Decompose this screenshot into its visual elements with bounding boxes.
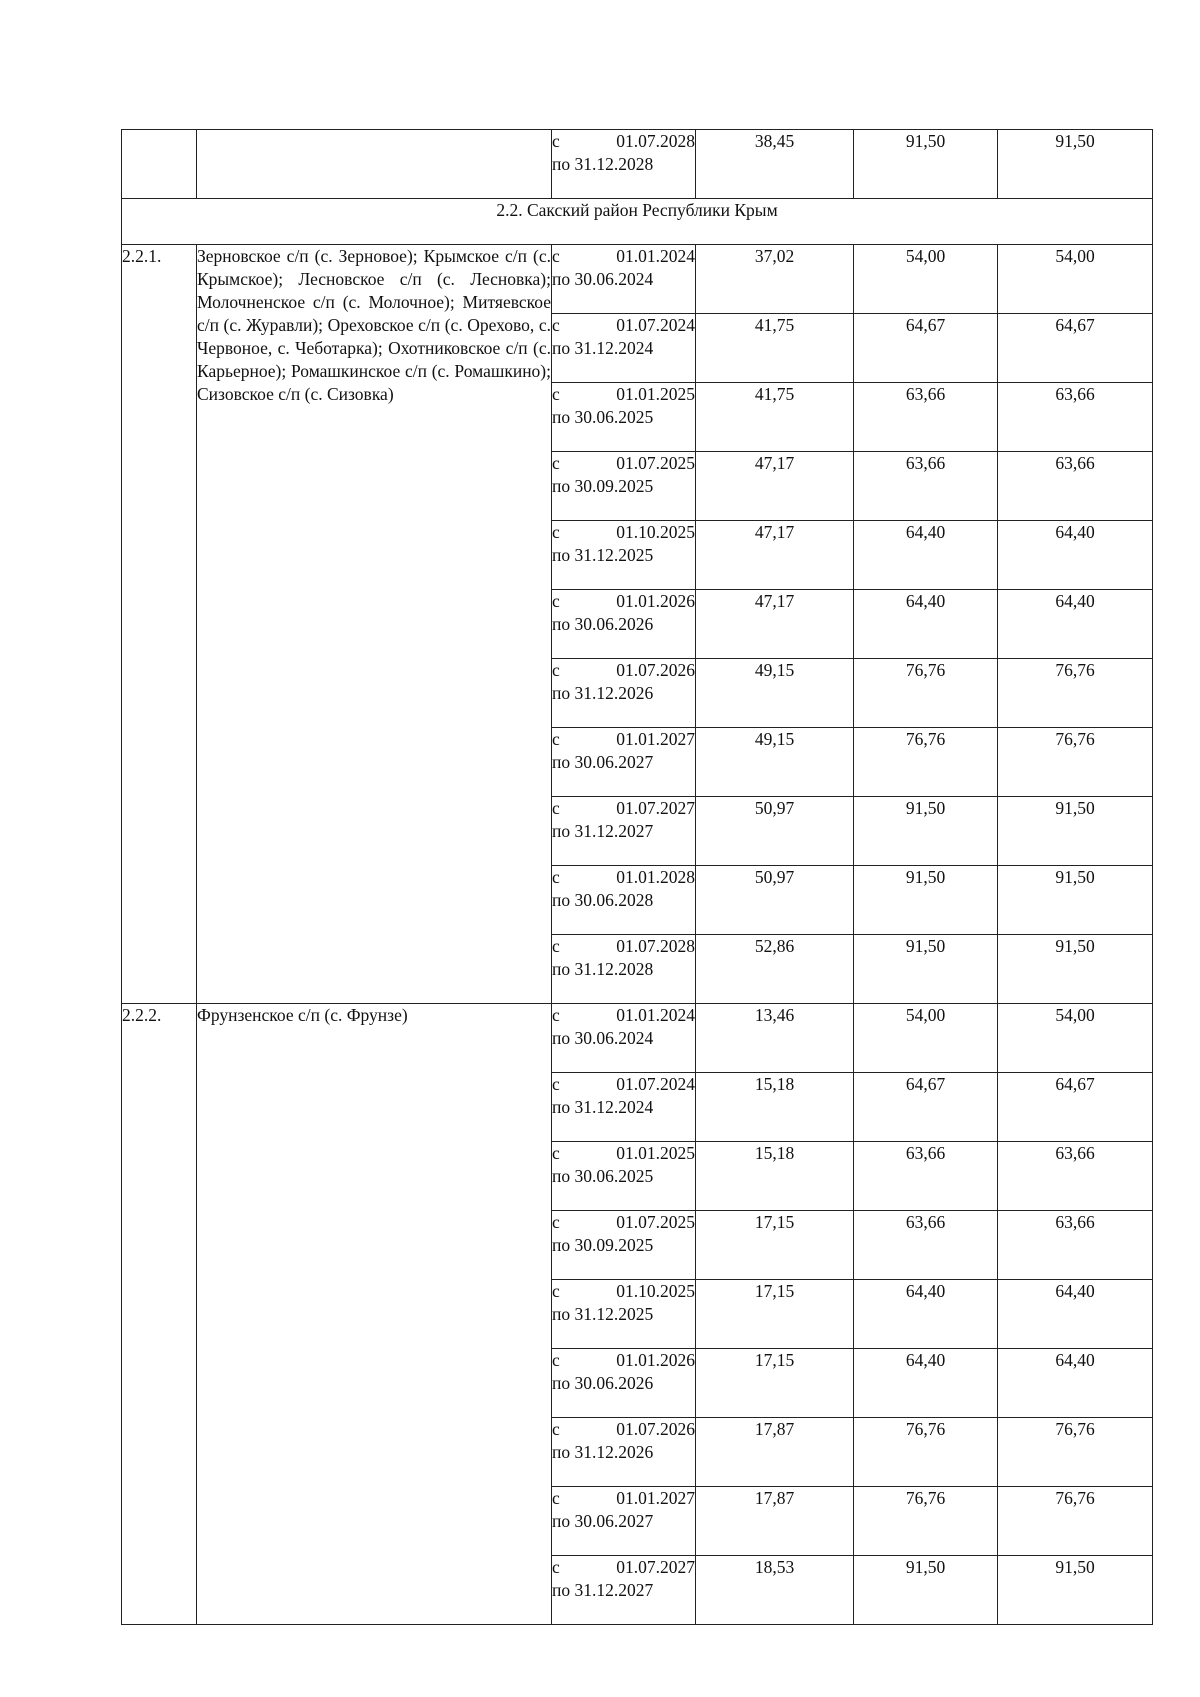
value-cell: 38,45 <box>696 130 854 199</box>
period-to: по 30.06.2027 <box>552 1511 654 1531</box>
period-from-prefix: с <box>552 660 560 680</box>
value-cell: 91,50 <box>998 935 1153 1004</box>
period-to: по 30.06.2025 <box>552 407 654 427</box>
value-cell: 41,75 <box>696 383 854 452</box>
period-to: по 30.06.2028 <box>552 890 654 910</box>
value-cell: 64,40 <box>998 590 1153 659</box>
period-cell <box>552 1418 696 1487</box>
value-cell: 37,02 <box>696 245 854 314</box>
period-cell <box>552 521 696 590</box>
value-cell: 91,50 <box>998 1556 1153 1625</box>
period-from <box>552 797 695 820</box>
period-from <box>552 935 695 958</box>
period-cell <box>552 1349 696 1418</box>
period-from-date: 01.10.2025 <box>616 522 695 542</box>
period-to: по 30.06.2024 <box>552 1028 654 1048</box>
period-cell <box>552 1211 696 1280</box>
value-cell: 64,67 <box>998 1073 1153 1142</box>
value-cell: 76,76 <box>854 1418 998 1487</box>
value-cell: 91,50 <box>854 797 998 866</box>
value-cell: 49,15 <box>696 659 854 728</box>
period-from-prefix: с <box>552 1143 560 1163</box>
period-from <box>552 1142 695 1165</box>
period-from <box>552 866 695 889</box>
value-cell: 17,15 <box>696 1280 854 1349</box>
value-cell: 64,67 <box>854 1073 998 1142</box>
period-from <box>552 1487 695 1510</box>
period-to: по 31.12.2028 <box>552 154 654 174</box>
value-cell: 64,67 <box>998 314 1153 383</box>
value-cell: 49,15 <box>696 728 854 797</box>
period-to: по 30.06.2026 <box>552 614 654 634</box>
period-cell <box>552 452 696 521</box>
period-from-prefix: с <box>552 384 560 404</box>
period-from <box>552 1073 695 1096</box>
period-from-date: 01.01.2024 <box>616 1005 695 1025</box>
period-from-date: 01.07.2027 <box>616 798 695 818</box>
period-from <box>552 1418 695 1441</box>
value-cell: 91,50 <box>998 797 1153 866</box>
value-cell: 76,76 <box>854 1487 998 1556</box>
period-from <box>552 1004 695 1027</box>
period-to: по 31.12.2026 <box>552 1442 654 1462</box>
period-from-date: 01.01.2025 <box>616 384 695 404</box>
period-to: по 30.06.2027 <box>552 752 654 772</box>
period-from <box>552 452 695 475</box>
period-from-date: 01.01.2026 <box>616 591 695 611</box>
row-number-cell: 2.2.1. <box>122 245 197 1004</box>
value-cell: 76,76 <box>998 659 1153 728</box>
row-number-cell: 2.2.2. <box>122 1004 197 1625</box>
period-to: по 31.12.2027 <box>552 821 654 841</box>
period-cell <box>552 1142 696 1211</box>
tariff-table-body <box>122 130 1153 1625</box>
period-from-prefix: с <box>552 246 560 266</box>
period-cell <box>552 935 696 1004</box>
period-from-prefix: с <box>552 729 560 749</box>
period-from-prefix: с <box>552 131 560 151</box>
period-to: по 30.06.2026 <box>552 1373 654 1393</box>
value-cell: 91,50 <box>854 935 998 1004</box>
period-cell <box>552 1073 696 1142</box>
period-from-date: 01.07.2027 <box>616 1557 695 1577</box>
period-from-prefix: с <box>552 1419 560 1439</box>
value-cell: 17,87 <box>696 1418 854 1487</box>
value-cell: 76,76 <box>854 728 998 797</box>
period-from <box>552 1349 695 1372</box>
period-cell <box>552 245 696 314</box>
period-from <box>552 1556 695 1579</box>
period-from-prefix: с <box>552 1557 560 1577</box>
value-cell: 63,66 <box>854 1211 998 1280</box>
period-from-date: 01.07.2026 <box>616 660 695 680</box>
value-cell: 54,00 <box>854 245 998 314</box>
period-to: по 31.12.2028 <box>552 959 654 979</box>
period-from-date: 01.07.2025 <box>616 1212 695 1232</box>
value-cell: 50,97 <box>696 797 854 866</box>
value-cell: 50,97 <box>696 866 854 935</box>
period-from-date: 01.07.2028 <box>616 936 695 956</box>
period-from <box>552 383 695 406</box>
value-cell: 17,15 <box>696 1211 854 1280</box>
value-cell: 63,66 <box>998 452 1153 521</box>
period-from-prefix: с <box>552 453 560 473</box>
value-cell: 17,15 <box>696 1349 854 1418</box>
period-from <box>552 1211 695 1234</box>
value-cell: 54,00 <box>998 1004 1153 1073</box>
section-title: 2.2. Сакский район Республики Крым <box>122 199 1153 245</box>
period-cell <box>552 728 696 797</box>
value-cell: 64,40 <box>998 521 1153 590</box>
period-cell <box>552 1556 696 1625</box>
period-from-prefix: с <box>552 1350 560 1370</box>
table-row <box>122 245 1153 314</box>
period-from-date: 01.01.2025 <box>616 1143 695 1163</box>
value-cell: 63,66 <box>998 1211 1153 1280</box>
value-cell: 76,76 <box>998 1487 1153 1556</box>
period-cell <box>552 1004 696 1073</box>
value-cell: 47,17 <box>696 521 854 590</box>
territory-cell: Фрунзенское с/п (с. Фрунзе) <box>197 1004 552 1625</box>
value-cell: 54,00 <box>854 1004 998 1073</box>
period-from <box>552 590 695 613</box>
value-cell: 13,46 <box>696 1004 854 1073</box>
period-from-date: 01.07.2024 <box>616 1074 695 1094</box>
period-from-prefix: с <box>552 798 560 818</box>
period-to: по 31.12.2026 <box>552 683 654 703</box>
period-cell <box>552 130 696 199</box>
value-cell: 47,17 <box>696 590 854 659</box>
period-to: по 30.09.2025 <box>552 476 654 496</box>
value-cell: 63,66 <box>998 1142 1153 1211</box>
period-cell <box>552 590 696 659</box>
value-cell: 91,50 <box>998 130 1153 199</box>
value-cell: 63,66 <box>854 383 998 452</box>
value-cell: 91,50 <box>854 866 998 935</box>
period-from-prefix: с <box>552 315 560 335</box>
period-cell <box>552 1487 696 1556</box>
value-cell: 17,87 <box>696 1487 854 1556</box>
value-cell: 64,40 <box>854 1349 998 1418</box>
period-from-date: 01.01.2027 <box>616 729 695 749</box>
period-from-date: 01.01.2026 <box>616 1350 695 1370</box>
value-cell: 18,53 <box>696 1556 854 1625</box>
period-from <box>552 521 695 544</box>
value-cell: 76,76 <box>998 1418 1153 1487</box>
period-from-prefix: с <box>552 1281 560 1301</box>
period-to: по 31.12.2024 <box>552 338 654 358</box>
value-cell: 15,18 <box>696 1073 854 1142</box>
period-from-date: 01.07.2024 <box>616 315 695 335</box>
value-cell: 63,66 <box>998 383 1153 452</box>
period-from-prefix: с <box>552 1005 560 1025</box>
period-cell <box>552 314 696 383</box>
period-cell <box>552 1280 696 1349</box>
value-cell: 41,75 <box>696 314 854 383</box>
period-cell <box>552 797 696 866</box>
period-from <box>552 245 695 268</box>
value-cell: 54,00 <box>998 245 1153 314</box>
period-to: по 30.09.2025 <box>552 1235 654 1255</box>
value-cell: 63,66 <box>854 452 998 521</box>
period-from-prefix: с <box>552 1074 560 1094</box>
period-to: по 31.12.2024 <box>552 1097 654 1117</box>
period-from-date: 01.01.2027 <box>616 1488 695 1508</box>
table-row <box>122 130 1153 199</box>
value-cell: 52,86 <box>696 935 854 1004</box>
value-cell: 64,40 <box>854 521 998 590</box>
period-from-prefix: с <box>552 1212 560 1232</box>
period-from-prefix: с <box>552 1488 560 1508</box>
period-from <box>552 1280 695 1303</box>
period-from-date: 01.07.2025 <box>616 453 695 473</box>
period-from <box>552 659 695 682</box>
period-from-date: 01.01.2028 <box>616 867 695 887</box>
section-row <box>122 199 1153 245</box>
value-cell: 76,76 <box>998 728 1153 797</box>
period-from-prefix: с <box>552 867 560 887</box>
period-to: по 30.06.2025 <box>552 1166 654 1186</box>
period-to: по 30.06.2024 <box>552 269 654 289</box>
period-cell <box>552 383 696 452</box>
period-from <box>552 728 695 751</box>
period-cell <box>552 659 696 728</box>
value-cell: 64,40 <box>854 590 998 659</box>
period-from-date: 01.07.2028 <box>616 131 695 151</box>
period-to: по 31.12.2025 <box>552 1304 654 1324</box>
tariff-table <box>121 129 1153 1625</box>
value-cell: 64,40 <box>854 1280 998 1349</box>
period-from <box>552 130 695 153</box>
value-cell: 91,50 <box>854 130 998 199</box>
period-from-prefix: с <box>552 936 560 956</box>
value-cell: 76,76 <box>854 659 998 728</box>
period-from-prefix: с <box>552 591 560 611</box>
value-cell: 15,18 <box>696 1142 854 1211</box>
value-cell: 64,40 <box>998 1349 1153 1418</box>
value-cell: 64,67 <box>854 314 998 383</box>
value-cell: 91,50 <box>998 866 1153 935</box>
row-number-cell <box>122 130 197 199</box>
value-cell: 63,66 <box>854 1142 998 1211</box>
period-to: по 31.12.2027 <box>552 1580 654 1600</box>
period-from-date: 01.01.2024 <box>616 246 695 266</box>
value-cell: 64,40 <box>998 1280 1153 1349</box>
territory-cell <box>197 130 552 199</box>
period-from <box>552 314 695 337</box>
value-cell: 47,17 <box>696 452 854 521</box>
period-to: по 31.12.2025 <box>552 545 654 565</box>
period-cell <box>552 866 696 935</box>
period-from-date: 01.07.2026 <box>616 1419 695 1439</box>
period-from-prefix: с <box>552 522 560 542</box>
territory-cell: Зерновское с/п (с. Зерновое); Крымское с/п (с. Крымское); Лесновское с/п (с. Лесновка); Молочненское с/п (с. Молочное); Митяевское с/п (с. Журавли); Ореховское с/п (с. Орехово, с. Червоное, с. Чеботарка); Охотниковское с/п (с. Карьерное); Ромашкинское с/п (с. Ромашкино); Сизовское с/п (с. Сизовка) <box>197 245 552 1004</box>
period-from-date: 01.10.2025 <box>616 1281 695 1301</box>
value-cell: 91,50 <box>854 1556 998 1625</box>
table-row <box>122 1004 1153 1073</box>
